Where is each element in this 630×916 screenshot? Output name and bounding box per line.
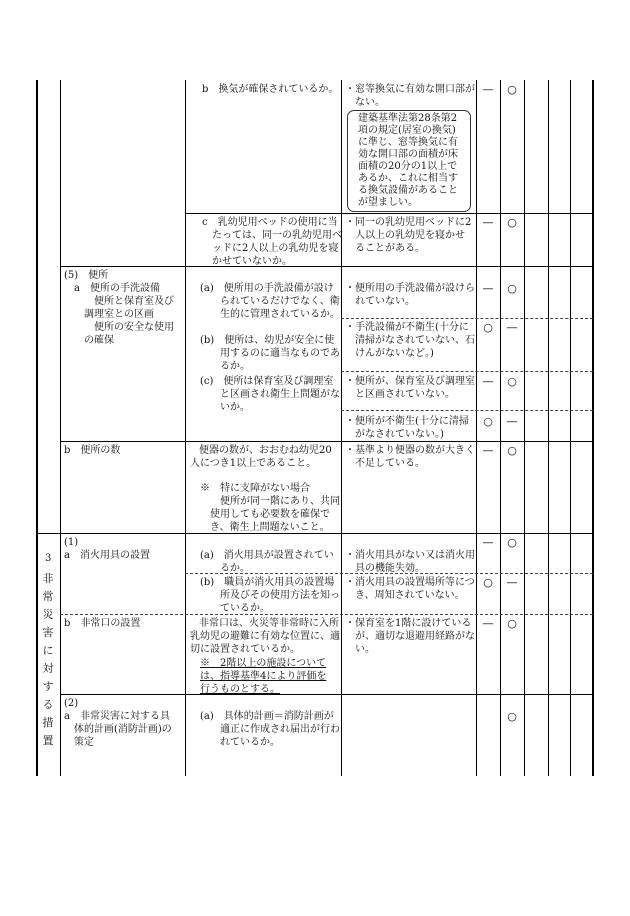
table-col-line [524,80,525,776]
item-crib: ッドに2人以上の乳幼児を寝 [202,243,339,254]
finding-extinguisher-a: 具の機能失効。 [345,563,425,574]
note-toilet-count: 使用しても必要数を確保で [200,509,330,520]
mark: ○ [507,617,517,630]
exit-item: 非常口は、火災等非常時に入所 [199,618,339,629]
note-toilet-count: き、衛生上問題ないこと。 [200,522,330,533]
row-separator [185,213,593,214]
toilet-heading: の確保 [64,335,114,346]
note-line: 面積の20分の1以上で [358,161,458,172]
row-separator [60,441,593,442]
item-toilet-c: (c) 便所は保育室及び調理室 [200,376,334,387]
toilet-heading: 便所と保育室及び [64,296,174,307]
item-toilet-count: 便器の数が、おおむね幼児20 [199,445,332,456]
plan-item: 適正に作成され届出が行わ [200,724,340,735]
exit-finding: ・保育室を1階に設けている [345,618,472,629]
finding-extinguisher-a: ・消火用具がない又は消火用 [345,550,475,561]
note-line: 効な開口部の面積が床 [358,149,458,160]
mark: ○ [483,415,493,428]
exit-note: は、指導基準4により評価を [200,671,327,682]
mark-circle: ○ [507,710,517,723]
toilet-heading: 便所の安全な使用 [64,322,174,333]
exit-finding: が、適切な退避用経路がな [345,631,475,642]
finding-ventilation-1: ・窓等換気に有効な開口部が [345,84,475,95]
row-separator-dashed [341,318,593,319]
finding-crib: ・同一の乳幼児用ベッドに2 [345,217,472,228]
item-toilet-count: 人につき1以上であること。 [190,458,317,469]
mark-dash: — [482,216,494,229]
mark-circle: ○ [507,83,517,96]
finding-crib: 人以上の乳幼児を寝かせ [345,230,465,241]
sub2-heading: a 非常災害に対する具 [64,711,170,722]
exit-finding: い。 [345,644,375,655]
row-separator-dashed [60,614,593,615]
item-extinguisher-b: 所及びその使用方法を知っ [200,590,340,601]
mark-circle: ○ [507,216,517,229]
sub1-number: (1) [64,537,79,548]
category-number: 3 [45,553,52,564]
item-extinguisher-a: るか。 [200,563,250,574]
item-toilet-a: 生的に管理されているか。 [200,309,340,320]
table-col-line [548,80,549,776]
sub1-heading: a 消火用具の設置 [64,550,150,561]
item-toilet-c: いか。 [200,402,250,413]
exit-heading: b 非常口の設置 [64,618,141,629]
mark: — [482,536,494,549]
item-toilet-b: (b) 便所は、幼児が安全に使 [200,335,335,346]
mark: — [506,321,518,334]
item-toilet-a: られているだけでなく、衛 [200,296,340,307]
note-line: 建築基準法第28条第2 [358,113,458,124]
note-line: が望ましい。 [358,197,418,208]
finding-toilet-count: 不足している。 [345,458,425,469]
finding-toilet-2: けんがないなど。) [345,348,434,359]
mark: ○ [507,375,517,388]
finding-toilet-3: と区画されていない。 [345,389,455,400]
item-toilet-b: るか。 [200,361,250,372]
table-col-line [185,80,186,776]
note-toilet-count: 便所が同一階にあり、共同 [200,496,340,507]
mark: — [506,576,518,589]
item-toilet-b: 用するのに適当なものであ [200,348,340,359]
mark: ○ [483,321,493,334]
finding-toilet-count: ・基準より便器の数が大きく [345,445,475,456]
mark-dash: — [482,83,494,96]
plan-item: れているか。 [200,737,280,748]
finding-toilet-3: ・便所が、保育室及び調理室 [345,376,475,387]
row-separator [60,694,593,695]
table-col-line [341,80,342,776]
exit-item: 乳幼児の避難に有効な位置に、適 [190,631,340,642]
finding-toilet-1: ・便所用の手洗設備が設けら [345,283,475,294]
note-toilet-count: ※ 特に支障がない場合 [200,483,310,494]
row-separator-dashed [341,410,593,411]
sub2-heading: 策定 [64,737,94,748]
mark: ○ [483,576,493,589]
item-extinguisher-b: ているか。 [200,603,270,614]
mark: — [482,282,494,295]
category-vertical-label: 非 常 災 害 に 対 す る 措 置 [42,572,54,747]
item-extinguisher-b: (b) 職員が消火用具の設置場 [200,577,335,588]
note-line: る換気設備があること [358,185,458,196]
mark: — [482,375,494,388]
item-crib: かせていないか。 [202,256,292,267]
item-crib: たっては、同一の乳幼児用ベ [202,230,342,241]
row-separator-dashed [341,371,593,372]
table-left-border [36,80,38,776]
table-col-line [60,80,61,776]
item-crib: c 乳幼児用ベッドの使用に当 [202,217,338,228]
exit-note: ※ 2階以上の施設について [200,658,327,669]
mark-circle: ○ [507,444,517,457]
finding-crib: ることがある。 [345,243,425,254]
item-extinguisher-a: (a) 消火用具が設置されてい [200,550,334,561]
sub2-number: (2) [64,698,79,709]
toilet-count-heading: b 便所の数 [64,445,121,456]
row-separator [60,266,593,267]
table-col-line [500,80,501,776]
finding-toilet-2: ・手洗設備が不衛生(十分に [345,322,469,333]
exit-item: 切に設置されているか。 [190,644,300,655]
note-line: 項の規定(居室の換気) [358,125,456,136]
finding-extinguisher-b: き、周知されていない。 [345,590,465,601]
finding-toilet-2: 清掃がなされていない、石 [345,335,475,346]
sub2-heading: 体的計画(消防計画)の [64,724,172,735]
item-toilet-a: (a) 便所用の手洗設備が設け [200,283,334,294]
finding-toilet-4: がなされていない。) [345,429,444,440]
toilet-heading: (5) 便所 [64,270,109,281]
note-line: に準じ、窓等換気に有 [358,137,458,148]
mark: ○ [507,282,517,295]
item-toilet-c: と区画され衛生上問題がな [200,389,340,400]
finding-extinguisher-b: ・消火用具の設置場所等につ [345,577,475,588]
finding-toilet-1: れていない。 [345,296,415,307]
mark: ○ [507,536,517,549]
toilet-heading: a 便所の手洗設備 [64,283,160,294]
item-ventilation: b 換気が確保されているか。 [202,84,339,95]
plan-item: (a) 具体的計画＝消防計画が [200,711,334,722]
finding-ventilation-2: ない。 [345,97,385,108]
table-right-border [592,80,594,776]
table-col-line [476,80,477,776]
finding-toilet-4: ・便所が不衛生(十分に清掃 [345,416,469,427]
exit-note: 行うものとする。 [200,684,280,695]
mark: — [506,415,518,428]
mark: — [482,617,494,630]
mark-dash: — [482,444,494,457]
toilet-heading: 調理室との区画 [64,309,154,320]
note-line: あるか、これに相当す [358,173,458,184]
table-col-line [570,80,571,776]
